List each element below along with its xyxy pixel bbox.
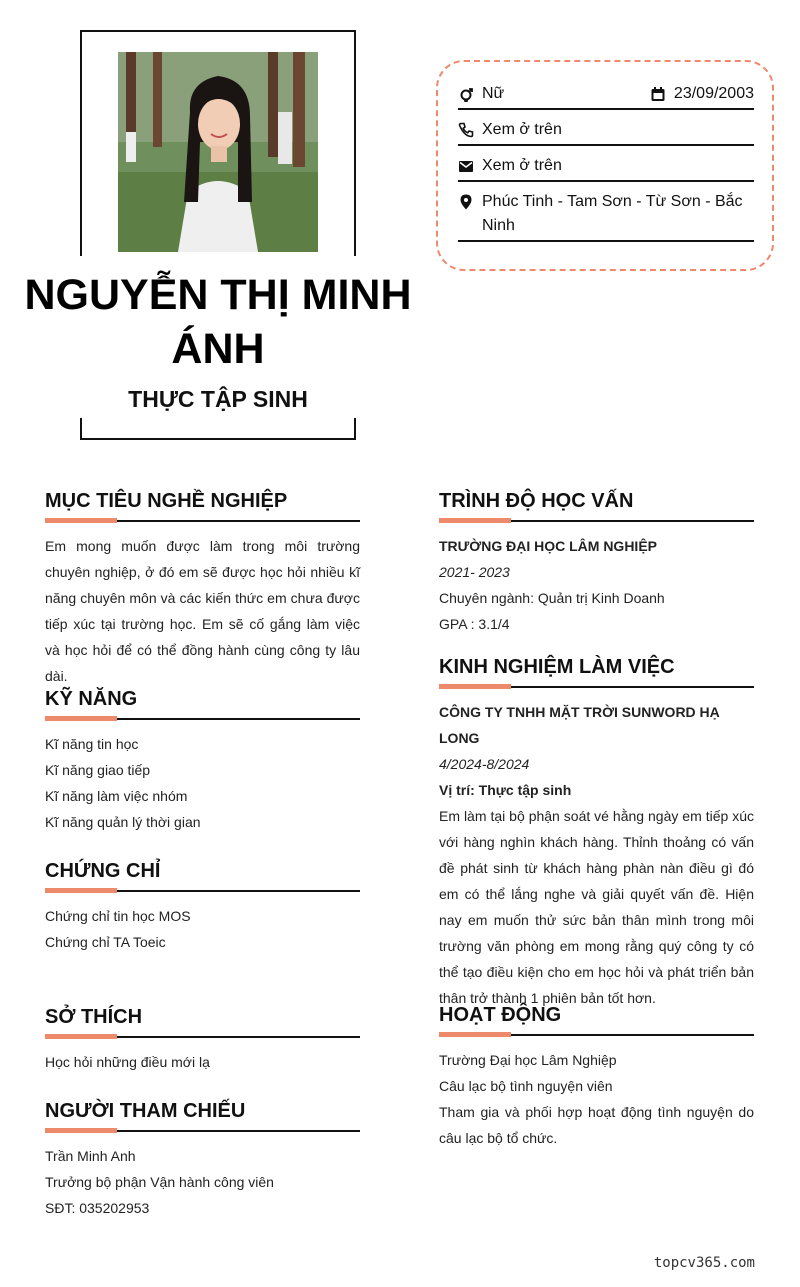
list-item: Tham gia và phối hợp hoạt động tình nguyện do câu lạc bộ tổ chức. bbox=[439, 1104, 754, 1146]
job-title: THỰC TẬP SINH bbox=[128, 386, 308, 412]
gender-value: Nữ bbox=[482, 85, 505, 102]
experience-description: Em làm tại bộ phận soát vé hằng ngày em tiếp xúc với hàng nghìn khách hàng. Thỉnh thoảng có vấn đề phát sinh từ khách hàng phàn nàn điều gì đó em có thể lắng nghe và giải quyết vấn đề. Hiện nay em muốn thử sức bản thân mình trong môi trường văn phòng em mong rằng quý công ty có thể tạo điều kiện cho em học hỏi và phát triển bản thân trở thành 1 phiên bản tốt hơn. bbox=[439, 808, 754, 1006]
section-title: HOẠT ĐỘNG bbox=[439, 1004, 562, 1026]
experience-position: Vị trí: Thực tập sinh bbox=[439, 782, 572, 798]
section-certificates bbox=[45, 858, 360, 955]
phone-icon bbox=[458, 122, 474, 138]
dob-value: 23/09/2003 bbox=[673, 85, 754, 102]
section-divider bbox=[45, 1034, 360, 1039]
section-title: TRÌNH ĐỘ HỌC VẤN bbox=[439, 490, 634, 512]
section-title: KINH NGHIỆM LÀM VIỆC bbox=[439, 656, 675, 678]
email-icon bbox=[458, 158, 474, 174]
section-activities bbox=[439, 1002, 754, 1151]
profile-photo bbox=[118, 52, 318, 252]
section-divider bbox=[45, 1128, 360, 1133]
calendar-icon bbox=[650, 86, 666, 102]
email-value: Xem ở trên bbox=[482, 157, 562, 174]
list-item: Câu lạc bộ tình nguyện viên bbox=[439, 1078, 613, 1094]
photo-frame-bottom bbox=[80, 418, 356, 440]
list-item: Kĩ năng làm việc nhóm bbox=[45, 788, 188, 804]
section-education bbox=[439, 488, 754, 637]
education-gpa: GPA : 3.1/4 bbox=[439, 616, 510, 632]
section-title: MỤC TIÊU NGHỀ NGHIỆP bbox=[45, 490, 288, 512]
list-item: Kĩ năng quản lý thời gian bbox=[45, 814, 201, 830]
section-divider bbox=[439, 1032, 754, 1037]
section-divider bbox=[45, 716, 360, 721]
section-experience bbox=[439, 654, 754, 1011]
section-skills bbox=[45, 686, 360, 835]
education-major: Chuyên ngành: Quản trị Kinh Doanh bbox=[439, 590, 665, 606]
list-item: Trưởng bộ phận Vận hành công viên bbox=[45, 1174, 274, 1190]
company-name: CÔNG TY TNHH MẶT TRỜI SUNWORD HẠ LONG bbox=[439, 704, 720, 746]
section-title: CHỨNG CHỈ bbox=[45, 860, 161, 882]
objective-text: Em mong muốn được làm trong môi trường chuyên nghiệp, ở đó em sẽ được học hỏi nhiều kĩ năng chuyên môn và các kiến thức em chưa được tiếp xúc tại trường học. Em sẽ cố gắng làm việc và học hỏi để có thể đồng hành cùng công ty lâu dài. bbox=[45, 538, 360, 684]
address-value: Phúc Tinh - Tam Sơn - Từ Sơn - Bắc Ninh bbox=[482, 193, 743, 234]
phone-value: Xem ở trên bbox=[482, 121, 562, 138]
section-title: SỞ THÍCH bbox=[45, 1006, 143, 1028]
section-divider bbox=[439, 684, 754, 689]
education-period: 2021- 2023 bbox=[439, 564, 510, 580]
section-references bbox=[45, 1098, 360, 1221]
info-row-gender-dob bbox=[458, 82, 754, 110]
info-row-phone bbox=[458, 118, 754, 146]
section-title: KỸ NĂNG bbox=[45, 688, 138, 710]
list-item: Trường Đại học Lâm Nghiệp bbox=[439, 1052, 617, 1068]
info-row-address bbox=[458, 190, 754, 242]
location-icon bbox=[458, 194, 474, 210]
contact-info-box bbox=[436, 60, 774, 271]
list-item: Chứng chỉ tin học MOS bbox=[45, 908, 191, 924]
experience-period: 4/2024-8/2024 bbox=[439, 756, 530, 772]
list-item: Trần Minh Anh bbox=[45, 1148, 136, 1164]
section-hobbies bbox=[45, 1004, 360, 1075]
list-item: SĐT: 035202953 bbox=[45, 1200, 150, 1216]
section-career-objective bbox=[45, 488, 360, 689]
section-title: NGƯỜI THAM CHIẾU bbox=[45, 1100, 246, 1122]
info-row-email bbox=[458, 154, 754, 182]
section-divider bbox=[439, 518, 754, 523]
gender-icon bbox=[458, 86, 474, 102]
section-divider bbox=[45, 518, 360, 523]
list-item: Học hỏi những điều mới lạ bbox=[45, 1054, 210, 1070]
full-name: NGUYỄN THỊ MINH ÁNH bbox=[24, 271, 412, 373]
section-divider bbox=[45, 888, 360, 893]
list-item: Chứng chỉ TA Toeic bbox=[45, 934, 166, 950]
school-name: TRƯỜNG ĐẠI HỌC LÂM NGHIỆP bbox=[439, 538, 657, 554]
list-item: Kĩ năng tin học bbox=[45, 736, 139, 752]
watermark: topcv365.com bbox=[653, 1255, 755, 1271]
list-item: Kĩ năng giao tiếp bbox=[45, 762, 151, 778]
